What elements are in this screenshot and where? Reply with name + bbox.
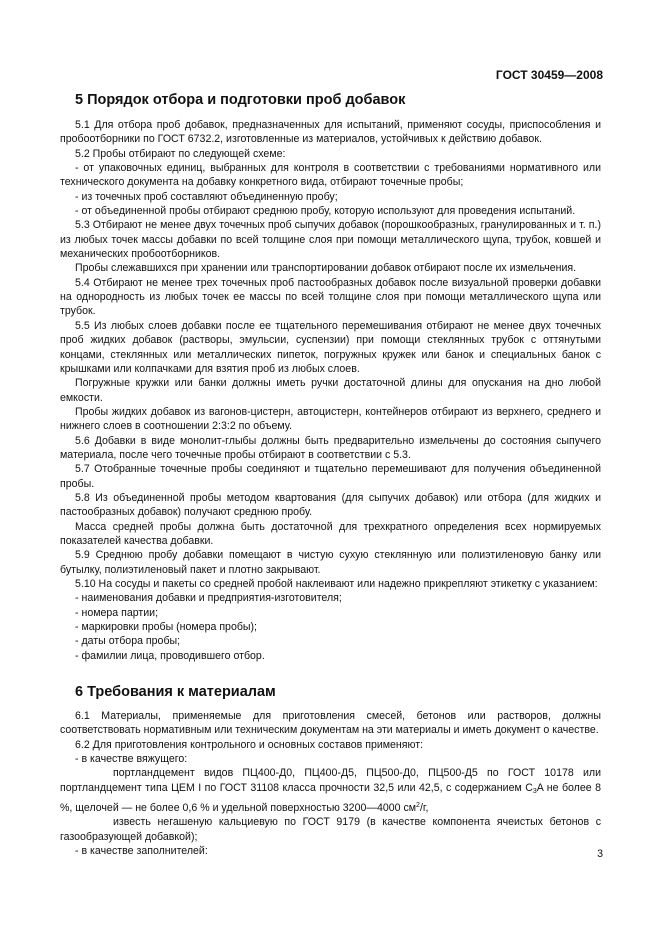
- section-5-paragraph: Масса средней пробы должна быть достаточной для трехкратного определения всех нормируемых показателей качества добавки.: [60, 520, 601, 547]
- section-5-paragraph: Пробы жидких добавок из вагонов-цистерн, автоцистерн, контейнеров отбирают из верхнего, среднего и нижнего слоев в соотношении 2:3:2 по объему.: [60, 405, 601, 433]
- section-5-paragraph: - маркировки пробы (номера пробы);: [75, 621, 257, 634]
- section-5-paragraph: - наименования добавки и предприятия-изготовителя;: [75, 592, 342, 605]
- section-5-paragraph: - из точечных проб составляют объединенную пробу;: [75, 190, 338, 203]
- section-6-heading: 6 Требования к материалам: [75, 684, 276, 700]
- paragraph-6-2: 6.2 Для приготовления контрольного и основных составов применяют:: [75, 738, 424, 751]
- section-5-paragraph: 5.8 Из объединенной пробы методом квартования (для сыпучих добавок) или отбора (для жидких и пастообразных добавок) получают среднюю пробу.: [60, 491, 601, 519]
- paragraph-cement: портландцемент видов ПЦ400-Д0, ПЦ400-Д5, ПЦ500-Д0, ПЦ500-Д5 по ГОСТ 10178 или портландцемент типа ЦЕМ I по ГОСТ 31108 класса прочности 32,5 или 42,5, с содержанием $C_3A$ не более 8 %, щелочей — не более 0,6 % и удельной поверхностью 3200—4000 $см^2/г$,: [60, 767, 601, 815]
- section-5-paragraph: - фамилии лица, проводившего отбор.: [75, 649, 265, 662]
- section-5-paragraph: - от объединенной пробы отбирают среднюю пробу, которую используют для проведения испытаний.: [75, 205, 576, 218]
- section-5-paragraph: 5.2 Пробы отбирают по следующей схеме:: [75, 147, 286, 160]
- section-5-paragraph: - от упаковочных единиц, выбранных для контроля в соответствии с требованиями нормативного или технического документа на добавку конкретного вида, отбирают точечные пробы;: [60, 162, 601, 189]
- section-5-paragraph: 5.7 Отобранные точечные пробы соединяют и тщательно перемешивают для получения объединенной пробы.: [60, 463, 601, 490]
- document-header-standard: ГОСТ 30459—2008: [495, 68, 603, 82]
- section-5-heading: 5 Порядок отбора и подготовки проб добавок: [75, 92, 406, 108]
- list-item-binder: - в качестве вяжущего:: [75, 753, 188, 766]
- paragraph-6-1: 6.1 Материалы, применяемые для приготовления смесей, бетонов или растворов, должны соответствовать нормативным или техническим документам на эти материалы и иметь документ о качестве.: [60, 710, 601, 737]
- section-5-paragraph: - даты отбора пробы;: [75, 635, 181, 648]
- section-6-body: [60, 709, 601, 858]
- section-5-paragraph: Погружные кружки или банки должны иметь ручки достаточной длины для опускания на дно любой емкости.: [60, 377, 601, 404]
- list-item-aggregates: - в качестве заполнителей:: [75, 845, 208, 858]
- page-number: 3: [597, 848, 603, 860]
- section-5-paragraph: 5.6 Добавки в виде монолит-глыбы должны быть предварительно измельчены до состояния сыпучего материала, после чего точечные пробы отбирают в соответствии с 5.3.: [60, 434, 601, 461]
- section-5-paragraph: Пробы слежавшихся при хранении или транспортировании добавок отбирают после их измельчения.: [75, 262, 577, 275]
- section-5-paragraph: 5.10 На сосуды и пакеты со средней пробой наклеивают или надежно прикрепляют этикетку с указанием:: [75, 578, 598, 590]
- section-5-paragraph: 5.4 Отбирают не менее трех точечных проб пастообразных добавок после визуальной проверки добавки на однородность из любых точек ее массы по всей толщине слоя при помощи металлического щупа или трубок.: [60, 276, 601, 318]
- section-5-paragraph: 5.3 Отбирают не менее двух точечных проб сыпучих добавок (порошкообразных, гранулированных и т. п.) из любых точек массы добавки по всей толщине слоя при помощи металлического щупа, трубок, ковшей и механических пробоотборников.: [60, 219, 601, 261]
- section-5-paragraph: - номера партии;: [75, 606, 159, 619]
- section-5-paragraph: 5.9 Среднюю пробу добавки помещают в чистую сухую стеклянную или полиэтиленовую банку или бутылку, полиэтиленовый пакет и плотно закрывают.: [60, 549, 601, 576]
- paragraph-lime: известь негашеную кальциевую по ГОСТ 9179 (в качестве компонента ячеистых бетонов с газообразующей добавкой);: [60, 816, 601, 843]
- section-5-paragraph: 5.5 Из любых слоев добавки после ее тщательного перемешивания отбирают не менее двух точечных проб жидких добавок (растворы, эмульсии, суспензии) при помощи стеклянных трубок с оттянутыми концами, стеклянных или металлических пипеток, погружных кружек или банок и специальных банок с крышками или колпачками для взятия проб из любых слоев.: [60, 319, 601, 375]
- section-5-body: [60, 118, 601, 663]
- section-5-paragraph: 5.1 Для отбора проб добавок, предназначенных для испытаний, применяют сосуды, приспособления и пробоотборники по ГОСТ 6732.2, изготовленные из материалов, устойчивых к действию добавок.: [60, 119, 601, 146]
